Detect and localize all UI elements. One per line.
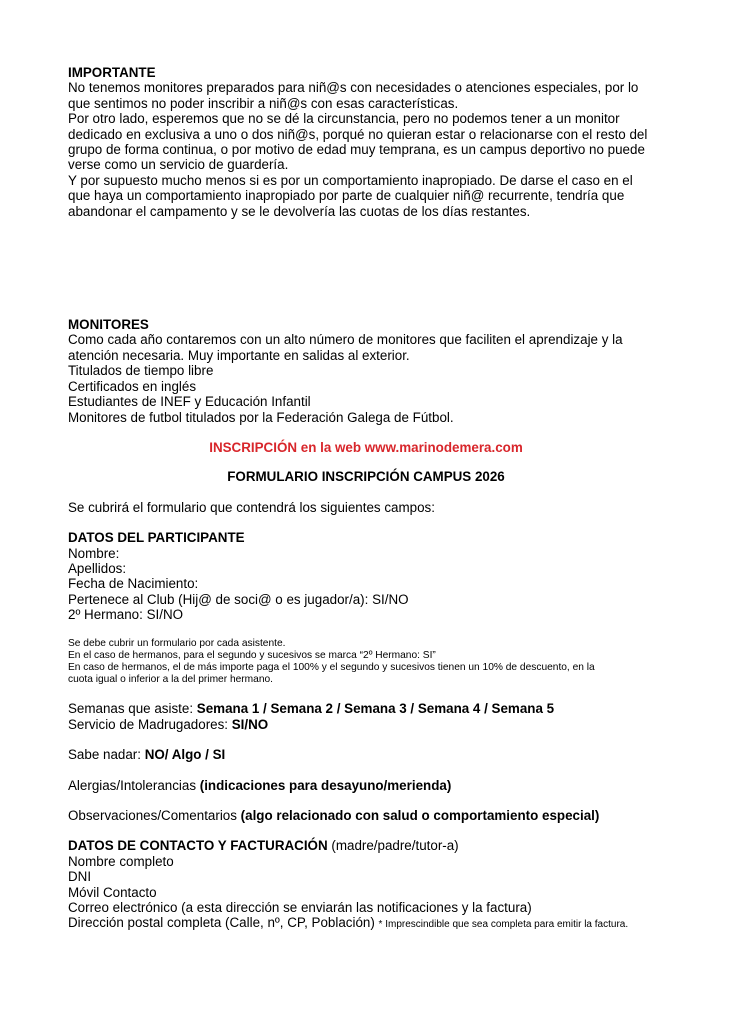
contacto-heading: DATOS DE CONTACTO Y FACTURACIÓN — [68, 838, 328, 854]
contacto-address-note: * Imprescindible que sea completa para emitir la factura. — [378, 919, 629, 931]
importante-line: dedicado en exclusiva a uno o dos niñ@s, porqué no quieran estar o relacionarse con el resto del — [68, 126, 648, 142]
importante-line: que haya un comportamiento inapropiado por parte de cualquier niñ@ recurrente, tendría que — [68, 188, 625, 204]
importante-line: verse como un servicio de guardería. — [68, 157, 289, 173]
inscripcion-web-link[interactable]: INSCRIPCIÓN en la web www.marinodemera.com — [209, 439, 523, 455]
semanas-row — [68, 701, 668, 716]
contacto-address: Dirección postal completa (Calle, nº, CP, Población) — [68, 915, 379, 931]
contacto-field: DNI — [68, 869, 92, 885]
form-title: FORMULARIO INSCRIPCIÓN CAMPUS 2026 — [227, 469, 505, 485]
contacto-address-row — [68, 915, 668, 932]
importante-line: No tenemos monitores preparados para niñ@s con necesidades o atenciones especiales, por lo — [68, 80, 639, 96]
contacto-field: Correo electrónico (a esta dirección se enviarán las notificaciones y la factura) — [68, 900, 532, 916]
semanas-label: Semanas que asiste: — [68, 701, 197, 717]
monitores-line: Como cada año contaremos con un alto número de monitores que faciliten el aprendizaje y la — [68, 332, 623, 348]
nadar-row — [68, 747, 668, 762]
monitores-line: atención necesaria. Muy importante en salidas al exterior. — [68, 347, 410, 363]
importante-line: Por otro lado, esperemos que no se dé la circunstancia, pero no podemos tener a un monitor — [68, 111, 620, 127]
importante-line: Y por supuesto mucho menos si es por un comportamiento inapropiado. De darse el caso en el — [68, 172, 633, 188]
alergias-value: (indicaciones para desayuno/merienda) — [199, 777, 452, 793]
document-page — [68, 65, 668, 933]
note-line: En el caso de hermanos, para el segundo y sucesivos se marca “2º Hermano: SI” — [68, 649, 436, 661]
semanas-value: Semana 1 / Semana 2 / Semana 3 / Semana 4 / Semana 5 — [196, 701, 555, 717]
importante-line: que sentimos no poder inscribir a niñ@s con esas características. — [68, 95, 459, 111]
participante-field: Pertenece al Club (Hij@ de soci@ o es jugador/a): SI/NO — [68, 591, 409, 607]
participante-heading: DATOS DEL PARTICIPANTE — [68, 530, 245, 546]
note-line: cuota igual o inferior a la del primer hermano. — [68, 674, 273, 686]
note-line: En caso de hermanos, el de más importe paga el 100% y el segundo y sucesivos tienen un 10% de descuento, en la — [68, 661, 595, 673]
contacto-field: Nombre completo — [68, 853, 174, 869]
monitores-line: Monitores de futbol titulados por la Federación Galega de Fútbol. — [68, 409, 454, 425]
contacto-field: Móvil Contacto — [68, 884, 157, 900]
nadar-label: Sabe nadar: — [68, 747, 145, 763]
participante-field: Fecha de Nacimiento: — [68, 576, 199, 592]
form-intro: Se cubrirá el formulario que contendrá los siguientes campos: — [68, 499, 435, 515]
note-line: Se debe cubrir un formulario por cada asistente. — [68, 637, 286, 649]
observaciones-value: (algo relacionado con salud o comportamiento especial) — [240, 808, 600, 823]
nadar-value: NO/ Algo / SI — [144, 747, 226, 763]
contacto-heading-note: (madre/padre/tutor-a) — [327, 838, 459, 854]
madrugadores-label: Servicio de Madrugadores: — [68, 716, 232, 732]
monitores-line: Certificados en inglés — [68, 378, 197, 394]
alergias-label: Alergias/Intolerancias — [68, 777, 200, 793]
participante-field: Nombre: — [68, 545, 120, 561]
participante-field: 2º Hermano: SI/NO — [68, 607, 184, 623]
contacto-heading-row — [68, 838, 668, 853]
monitores-line: Estudiantes de INEF y Educación Infantil — [68, 394, 311, 410]
madrugadores-row — [68, 717, 668, 732]
importante-line: grupo de forma continua, o por motivo de edad muy temprana, es un campus deportivo no puede — [68, 142, 645, 158]
alergias-row — [68, 778, 668, 793]
madrugadores-value: SI/NO — [231, 716, 269, 732]
monitores-heading: MONITORES — [68, 317, 149, 333]
importante-heading: IMPORTANTE — [68, 65, 156, 80]
importante-line: abandonar el campamento y se le devolvería las cuotas de los días restantes. — [68, 203, 531, 219]
observaciones-label: Observaciones/Comentarios — [68, 808, 241, 823]
participante-field: Apellidos: — [68, 560, 127, 576]
observaciones-row — [68, 808, 668, 823]
monitores-line: Titulados de tiempo libre — [68, 363, 214, 379]
